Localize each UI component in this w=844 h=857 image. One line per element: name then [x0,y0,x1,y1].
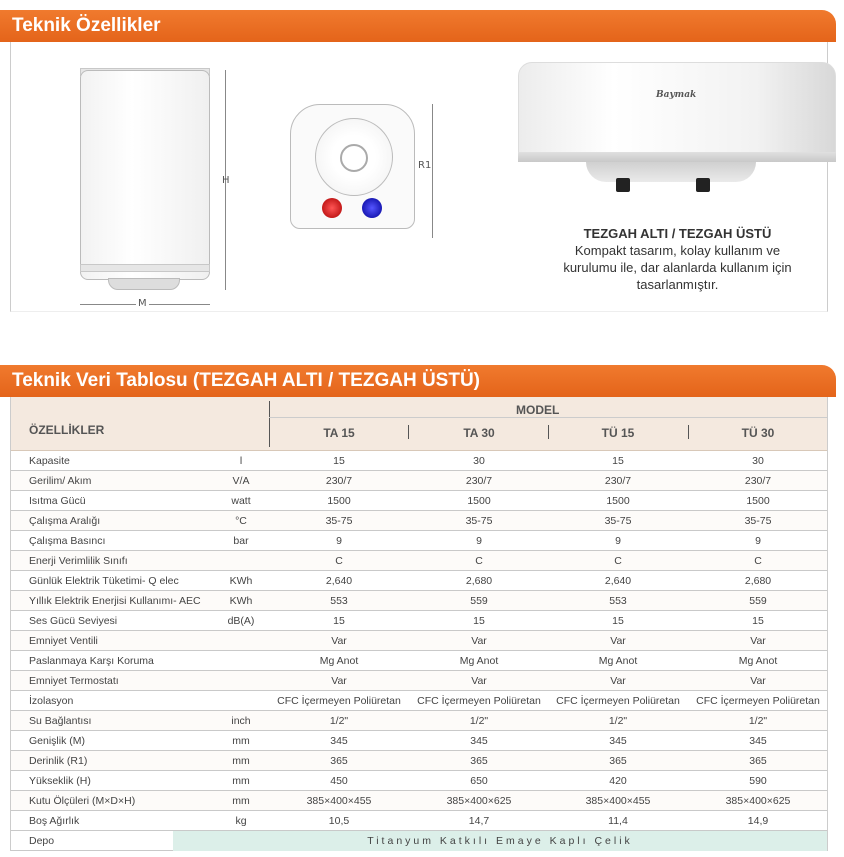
spec-table [10,397,828,851]
row-name: Emniyet Termostatı [29,675,119,687]
table-row [11,691,827,711]
row-unit: l [239,455,243,467]
row-value: 1/2" [608,715,628,727]
row-value: Var [750,635,766,647]
row-unit: KWh [229,595,253,607]
row-value: 1500 [327,495,351,507]
row-value: 385×400×625 [725,795,791,807]
row-value: 345 [470,735,488,747]
row-value: 365 [330,755,348,767]
photo-tank-band [518,152,836,162]
row-value: Var [750,675,766,687]
row-name: Isıtma Gücü [29,495,86,507]
row-name: Yıllık Elektrik Enerjisi Kullanımı- AEC [29,595,201,607]
row-value: C [614,555,622,567]
header-divider [269,401,270,447]
row-value: 385×400×455 [306,795,372,807]
model-header: MODEL [516,403,560,417]
row-value: Mg Anot [459,655,499,667]
row-unit: kg [235,815,247,827]
model-col-1: TA 15 [323,426,355,440]
row-value: 15 [333,455,345,467]
row-unit: dB(A) [227,615,255,627]
tank-bottom-band [80,264,210,272]
row-value: 2,640 [325,575,353,587]
row-value: 35-75 [325,515,353,527]
row-value: 30 [473,455,485,467]
row-value: 365 [470,755,488,767]
row-value: C [475,555,483,567]
row-value: 650 [470,775,488,787]
cold-water-pipe-icon [362,198,382,218]
row-value: 14,7 [468,815,490,827]
hot-water-pipe-icon [322,198,342,218]
row-value: 9 [476,535,482,547]
row-value: Mg Anot [319,655,359,667]
caption-line-1: Kompakt tasarım, kolay kullanım ve [574,243,781,258]
caption-title: TEZGAH ALTI / TEZGAH ÜSTÜ [583,226,772,241]
header-hline [269,417,827,418]
row-name: Depo [29,835,55,847]
row-value: C [754,555,762,567]
row-value: 9 [615,535,621,547]
dim-label-m: M [138,298,147,309]
dim-label-r1: R1 [418,160,432,171]
row-value: 2,680 [465,575,493,587]
section-title: Teknik Veri Tablosu (TEZGAH ALTI / TEZGAH ÜSTÜ) [12,370,480,391]
row-value: CFC İçermeyen Poliüretan [277,695,401,707]
table-row [11,651,827,671]
model-col-2: TA 30 [463,426,495,440]
row-name: Çalışma Basıncı [29,535,106,547]
tank-bottom-view-drawing [290,104,420,239]
row-name: Gerilim/ Akım [29,475,92,487]
row-value: 345 [330,735,348,747]
row-value: Var [610,675,626,687]
row-value: 11,4 [608,815,628,827]
photo-pipe-right [696,178,710,192]
tank-front-drawing [60,60,240,320]
row-unit: °C [235,515,247,527]
row-value: 9 [336,535,342,547]
header-sep [548,425,549,439]
row-name: Derinlik (R1) [29,755,88,767]
row-unit: V/A [232,475,250,487]
row-value: 365 [609,755,627,767]
row-value: 1500 [746,495,770,507]
row-unit: mm [232,795,250,807]
product-caption [540,225,815,293]
row-name: Su Bağlantısı [29,715,92,727]
row-value: 30 [752,455,764,467]
table-row [11,751,827,771]
table-row [11,551,827,571]
table-row [11,491,827,511]
section-banner-teknik-ozellikler [0,10,836,42]
row-value: 559 [749,595,767,607]
table-row [11,591,827,611]
row-value: 365 [749,755,767,767]
row-name: Ses Gücü Seviyesi [29,615,118,627]
model-col-3: TÜ 15 [601,426,635,440]
row-value: CFC İçermeyen Poliüretan [417,695,541,707]
caption-line-3: tasarlanmıştır. [636,277,719,292]
row-value: Var [331,675,347,687]
row-value: 420 [609,775,627,787]
table-row [11,711,827,731]
depo-value: Titanyum Katkılı Emaye Kaplı Çelik [173,831,827,851]
row-value: 450 [330,775,348,787]
table-row [11,511,827,531]
row-name: Enerji Verimlilik Sınıfı [29,555,128,567]
row-unit: watt [231,495,251,507]
table-header [11,397,827,451]
row-unit: mm [232,775,250,787]
dim-label-h: H [222,175,230,186]
row-value: Mg Anot [598,655,638,667]
row-name: Çalışma Aralığı [29,515,101,527]
table-row [11,611,827,631]
row-value: 559 [470,595,488,607]
table-body [11,451,827,831]
row-value: 15 [473,615,485,627]
photo-tank-base [586,162,756,182]
row-value: 1500 [467,495,491,507]
row-value: 1/2" [469,715,489,727]
row-value: C [335,555,343,567]
row-value: 15 [333,615,345,627]
row-value: 15 [612,615,624,627]
row-unit: KWh [229,575,253,587]
table-row [11,471,827,491]
row-value: CFC İçermeyen Poliüretan [696,695,820,707]
row-name: Kutu Ölçüleri (M×D×H) [29,795,136,807]
row-unit: bar [233,535,249,547]
table-row [11,631,827,651]
row-value: Var [471,635,487,647]
row-name: Günlük Elektrik Tüketimi- Q elec [29,575,179,587]
row-value: 14,9 [747,815,769,827]
row-value: 590 [749,775,767,787]
table-row [11,771,827,791]
row-value: 10,5 [328,815,350,827]
photo-pipe-left [616,178,630,192]
tank-bottom-cap [108,278,180,290]
row-value: 230/7 [604,475,632,487]
row-value: Mg Anot [738,655,778,667]
row-value: 385×400×625 [446,795,512,807]
row-name: İzolasyon [29,695,74,707]
table-row-depo [11,831,827,851]
row-value: 2,640 [604,575,632,587]
product-photo [516,60,836,195]
row-value: 1500 [606,495,630,507]
model-col-4: TÜ 30 [741,426,775,440]
row-value: 230/7 [325,475,353,487]
row-value: 15 [612,455,624,467]
table-row [11,571,827,591]
row-value: CFC İçermeyen Poliüretan [556,695,680,707]
row-name: Kapasite [29,455,70,467]
row-value: 15 [752,615,764,627]
row-name: Genişlik (M) [29,735,86,747]
row-value: 230/7 [744,475,772,487]
caption-line-2: kurulumu ile, dar alanlarda kullanım için [563,260,792,275]
table-row [11,791,827,811]
photo-tank-body [518,62,836,162]
row-unit: mm [232,735,250,747]
row-value: 1/2" [329,715,349,727]
row-unit: inch [231,715,251,727]
row-value: Var [610,635,626,647]
section-banner-teknik-veri [0,365,836,397]
table-row [11,671,827,691]
row-value: 230/7 [465,475,493,487]
table-row [11,811,827,831]
row-name: Emniyet Ventili [29,635,98,647]
row-unit: mm [232,755,250,767]
row-value: 35-75 [744,515,772,527]
row-value: 553 [330,595,348,607]
row-value: 345 [749,735,767,747]
row-value: 9 [755,535,761,547]
row-value: Var [471,675,487,687]
row-value: 553 [609,595,627,607]
table-row [11,451,827,471]
brand-logo: Baymak [656,90,697,100]
row-name: Boş Ağırlık [29,815,80,827]
row-value: 385×400×455 [585,795,651,807]
row-name: Yükseklik (H) [29,775,91,787]
row-value: 35-75 [604,515,632,527]
row-value: Var [331,635,347,647]
header-sep [688,425,689,439]
row-value: 1/2" [748,715,768,727]
row-value: 345 [609,735,627,747]
row-value: 2,680 [744,575,772,587]
row-value: 35-75 [465,515,493,527]
bottom-view-inner [340,144,368,172]
section-title: Teknik Özellikler [12,15,161,36]
table-row [11,731,827,751]
row-name: Paslanmaya Karşı Koruma [29,655,154,667]
tank-body [80,70,210,280]
dim-line-r1 [432,104,433,238]
features-header: ÖZELLİKLER [29,423,105,437]
header-sep [408,425,409,439]
table-row [11,531,827,551]
